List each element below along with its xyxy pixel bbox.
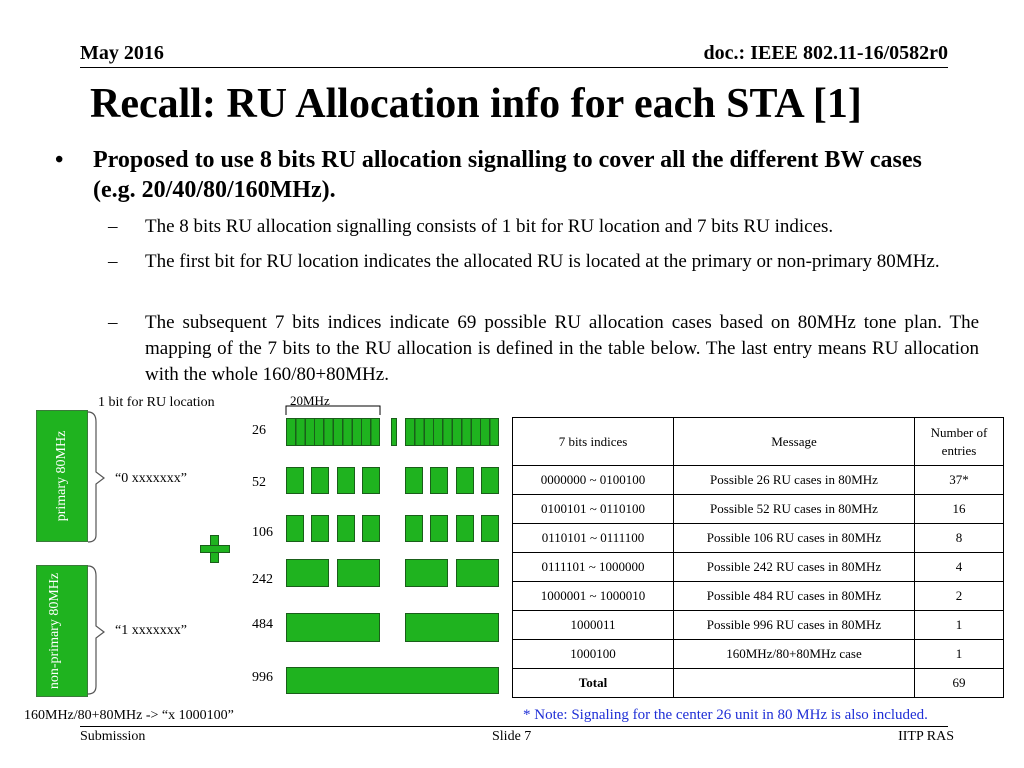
ru-52 xyxy=(481,467,499,494)
table-row xyxy=(513,495,1004,524)
sub-bullet-text: The subsequent 7 bits indices indicate 69 possible RU allocation cases based on 80MHz tone plan. The mapping of the 7 bits to the RU allocation is defined in the table below. The last entry means RU allocation with the whole 160/80+80MHz. xyxy=(145,312,979,385)
ru-52 xyxy=(430,467,448,494)
ru-106 xyxy=(405,515,423,542)
ru-106 xyxy=(362,515,380,542)
ru-484 xyxy=(405,613,499,642)
table-cell: 37* xyxy=(915,466,1004,495)
table-cell: 2 xyxy=(915,582,1004,611)
ru-106 xyxy=(430,515,448,542)
mhz-label: 20MHz xyxy=(290,393,330,408)
ru-52 xyxy=(405,467,423,494)
sub-bullet-text: The first bit for RU location indicates the allocated RU is located at the primary or non-primary 80MHz. xyxy=(145,251,940,272)
table-header: Message xyxy=(674,418,915,466)
sub-bullet-text: The 8 bits RU allocation signalling consists of 1 bit for RU location and 7 bits RU indices. xyxy=(145,216,834,237)
ru-242 xyxy=(456,559,499,587)
table-footnote: * Note: Signaling for the center 26 unit in 80 MHz is also included. xyxy=(523,707,928,723)
bracket-lines xyxy=(86,410,108,700)
ru-106 xyxy=(456,515,474,542)
ru-52 xyxy=(311,467,329,494)
table-row xyxy=(513,640,1004,669)
ru-52 xyxy=(286,467,304,494)
footer-divider xyxy=(80,726,948,727)
table-cell: Possible 996 RU cases in 80MHz xyxy=(674,611,915,640)
table-cell-empty xyxy=(674,669,915,698)
header-date: May 2016 xyxy=(80,42,164,64)
slide-title: Recall: RU Allocation info for each STA [1] xyxy=(90,81,862,127)
bit-location-label: 1 bit for RU location xyxy=(98,395,215,410)
header-divider xyxy=(80,67,948,68)
ru-52 xyxy=(337,467,355,494)
ru-242 xyxy=(337,559,380,587)
table-cell: 1 xyxy=(915,640,1004,669)
table-header: 7 bits indices xyxy=(513,418,674,466)
table-cell: 16 xyxy=(915,495,1004,524)
table-cell: 0111101 ~ 1000000 xyxy=(513,553,674,582)
table-cell: 0110101 ~ 0111100 xyxy=(513,524,674,553)
table-header-row xyxy=(513,418,1004,466)
table-row xyxy=(513,611,1004,640)
footer-slide-number: Slide 7 xyxy=(492,729,532,744)
table-cell: 8 xyxy=(915,524,1004,553)
bullet-marker: • xyxy=(55,147,64,173)
primary-80mhz-box xyxy=(36,410,88,542)
dash-marker: – xyxy=(108,216,118,237)
ru-26-block xyxy=(286,418,380,446)
plus-icon xyxy=(200,535,230,563)
table-cell: 160MHz/80+80MHz case xyxy=(674,640,915,669)
ru-106 xyxy=(337,515,355,542)
table-cell: 4 xyxy=(915,553,1004,582)
table-cell: Possible 484 RU cases in 80MHz xyxy=(674,582,915,611)
ru-484 xyxy=(286,613,380,642)
ru-242 xyxy=(405,559,448,587)
dash-marker: – xyxy=(108,312,118,333)
table-row xyxy=(513,524,1004,553)
ru-996 xyxy=(286,667,499,694)
ru-26-block xyxy=(405,418,499,446)
table-total-label: Total xyxy=(513,669,674,698)
table-total-row xyxy=(513,669,1004,698)
ru-allocation-table xyxy=(512,417,1004,698)
table-header: Number of entries xyxy=(915,418,1004,466)
main-bullet-text: Proposed to use 8 bits RU allocation signalling to cover all the different BW cases (e.g. 20/40/80/160MHz). xyxy=(93,147,922,203)
ru-52 xyxy=(362,467,380,494)
ru-106 xyxy=(311,515,329,542)
footer-submission: Submission xyxy=(80,729,146,744)
ru-52 xyxy=(456,467,474,494)
table-cell: Possible 106 RU cases in 80MHz xyxy=(674,524,915,553)
ru-size-label: 26 xyxy=(252,423,266,438)
table-cell: 1000100 xyxy=(513,640,674,669)
table-row xyxy=(513,466,1004,495)
primary-80mhz-label: primary 80MHz xyxy=(54,430,69,522)
bottom-code-note: 160MHz/80+80MHz -> “x 1000100” xyxy=(24,708,234,723)
table-row xyxy=(513,582,1004,611)
table-row xyxy=(513,553,1004,582)
ru-size-label: 242 xyxy=(252,572,273,587)
nonprimary-80mhz-box xyxy=(36,565,88,697)
table-total-value: 69 xyxy=(915,669,1004,698)
ru-size-label: 106 xyxy=(252,525,273,540)
ru-26-center xyxy=(391,418,397,446)
table-cell: Possible 52 RU cases in 80MHz xyxy=(674,495,915,524)
ru-106 xyxy=(286,515,304,542)
ru-106 xyxy=(481,515,499,542)
table-cell: 1000001 ~ 1000010 xyxy=(513,582,674,611)
nonprimary-code: “1 xxxxxxx” xyxy=(115,623,187,638)
table-cell: 0100101 ~ 0110100 xyxy=(513,495,674,524)
footer-organization: IITP RAS xyxy=(898,729,954,744)
nonprimary-80mhz-label: non-primary 80MHz xyxy=(47,572,62,690)
dash-marker: – xyxy=(108,251,118,272)
ru-size-label: 52 xyxy=(252,475,266,490)
ru-size-label: 484 xyxy=(252,617,273,632)
primary-code: “0 xxxxxxx” xyxy=(115,471,187,486)
table-cell: 1 xyxy=(915,611,1004,640)
table-cell: Possible 26 RU cases in 80MHz xyxy=(674,466,915,495)
table-cell: 1000011 xyxy=(513,611,674,640)
table-cell: Possible 242 RU cases in 80MHz xyxy=(674,553,915,582)
table-cell: 0000000 ~ 0100100 xyxy=(513,466,674,495)
ru-242 xyxy=(286,559,329,587)
ru-size-label: 996 xyxy=(252,670,273,685)
header-doc-id: doc.: IEEE 802.11-16/0582r0 xyxy=(703,42,948,64)
